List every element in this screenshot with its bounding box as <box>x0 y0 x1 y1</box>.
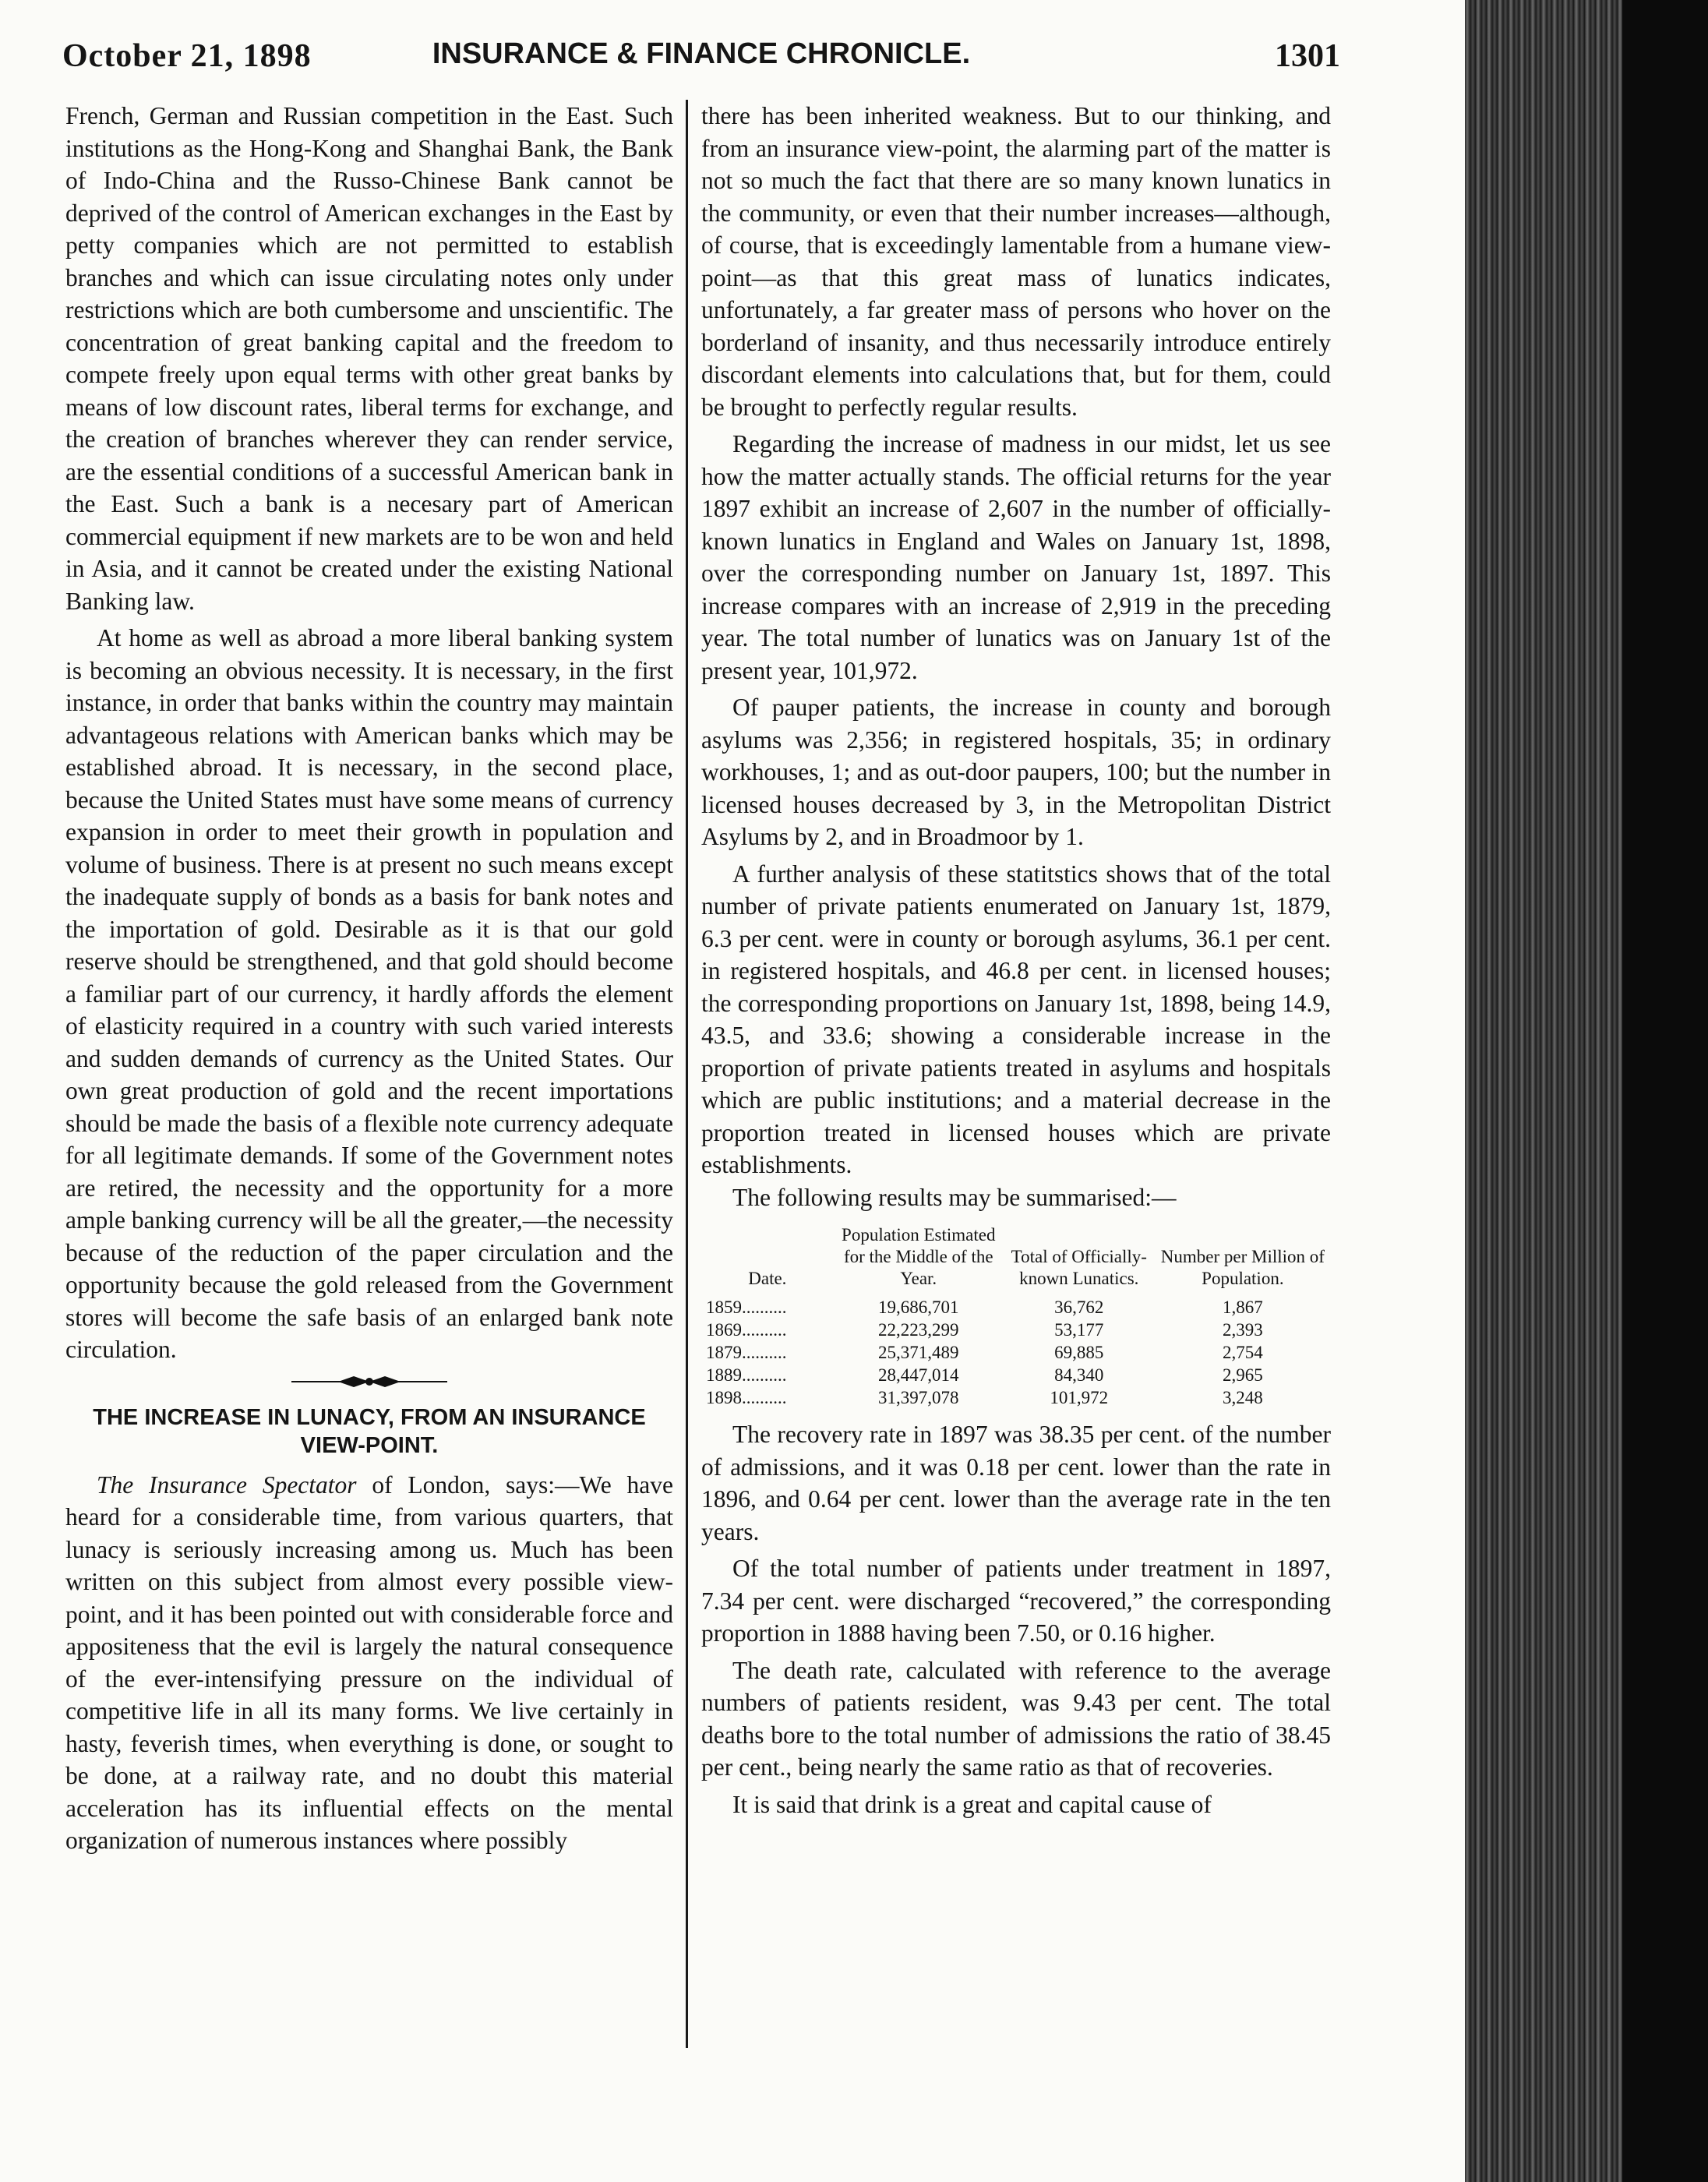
article-intro-text: of London, says:—We have heard for a considerable time, from various quarters, that lunacy is seriously increasing among us. Much has been written on this subject from almost every possible view-point, and it has been pointed out with considerable force and appositeness that the evil is largely the natural consequence of the ever-intensifying pressure on the individual of competitive life in all its many forms. We live certainly in hasty, feverish times, when everything is done, or sought to be done, at a railway rate, and no doubt this material acceleration has its influential effects on the mental organization of numerous instances where possibly <box>65 1471 673 1854</box>
cell-per-million: 2,965 <box>1222 1365 1263 1385</box>
cell-population: 22,223,299 <box>878 1320 959 1340</box>
publication-name: The Insurance Spectator <box>97 1471 357 1499</box>
lunacy-paragraph-9: It is said that drink is a great and capital cause of <box>732 1790 1212 1818</box>
cell-per-million: 2,393 <box>1222 1320 1263 1340</box>
cell-per-million: 3,248 <box>1222 1388 1263 1407</box>
table-row <box>701 1341 1331 1364</box>
table-row <box>701 1296 1331 1319</box>
cell-population: 28,447,014 <box>878 1365 959 1385</box>
lunacy-paragraph-6: The recovery rate in 1897 was 38.35 per cent. of the number of admissions, and it was 0.18 per cent. lower than the rate in 1896, and 0.64 per cent. lower than the average rate in the ten years. <box>701 1421 1331 1545</box>
page-header <box>62 37 1340 84</box>
lunacy-paragraph-2: Regarding the increase of madness in our midst, let us see how the matter actually stands. The official returns for the year 1897 exhibit an increase of 2,607 in the number of officially-known lunatics in England and Wales on January 1st, 1898, over the corresponding number on January 1st, 1897. This increase compares with an increase of 2,919 in the preceding year. The total number of lunatics was on January 1st of the present year, 101,972. <box>701 430 1331 684</box>
column-rule <box>686 100 688 2048</box>
table-header-row <box>701 1224 1331 1296</box>
cell-date: 1879.......... <box>706 1343 787 1362</box>
cell-population: 31,397,078 <box>878 1388 959 1407</box>
cell-per-million: 1,867 <box>1222 1298 1263 1317</box>
cell-lunatics: 101,972 <box>1050 1388 1109 1407</box>
table-row <box>701 1386 1331 1409</box>
cell-date: 1889.......... <box>706 1365 787 1385</box>
page-number: 1301 <box>1275 38 1340 74</box>
lunacy-paragraph-3: Of pauper patients, the increase in county and borough asylums was 2,356; in registered hospitals, 35; in ordinary workhouses, 1; and as out-door paupers, 100; but the number in licensed houses decreased by 3, in the Metropolitan District Asylums by 2, and in Broadmoor by 1. <box>701 694 1331 850</box>
cell-date: 1869.......... <box>706 1320 787 1340</box>
lunacy-paragraph-1: there has been inherited weakness. But to our thinking, and from an insurance view-point, the alarming part of the matter is not so much the fact that there are so many known lunatics in the community, or even that their number increases—although, of course, that is exceedingly lamentable from a humane view-point—as that this great mass of lunatics indicates, unfortunately, a far greater mass of persons who hover on the borderland of insanity, and thus necessarily introduce entirely discordant elements into calculations that, but for them, could be brought to perfectly regular results. <box>701 102 1331 421</box>
lunacy-paragraph-4: A further analysis of these statitstics shows that of the total number of private patients enumerated on January 1st, 1879, 6.3 per cent. were in county or borough asylums, 36.1 per cent. in registered hospitals, and 46.8 per cent. in licensed houses; the corresponding proportions on January 1st, 1898, being 14.9, 43.5, and 33.6; showing a considerable increase in the proportion of private patients treated in asylums and hospitals which are public institutions; and a material decrease in the proportion treated in licensed houses which are private establishments. <box>701 860 1331 1178</box>
lunacy-paragraph-7: Of the total number of patients under treatment in 1897, 7.34 per cent. were discharged “recovered,” the corresponding proportion in 1888 having been 7.50, or 0.16 higher. <box>701 1555 1331 1647</box>
cell-population: 19,686,701 <box>878 1298 959 1317</box>
section-divider <box>65 1374 673 1389</box>
cell-per-million: 2,754 <box>1222 1343 1263 1362</box>
summary-intro: The following results may be summarised:— <box>732 1183 1177 1211</box>
right-column <box>701 100 1331 1820</box>
banking-paragraph-1: French, German and Russian competition in the East. Such institutions as the Hong-Kong and Shanghai Bank, the Bank of Indo-China and the Russo-Chinese Bank cannot be deprived of the control of American exchanges in the East by petty companies which are not permitted to establish branches and which can issue circulating notes only under restrictions which are both cumbersome and unscientific. The concentration of great banking capital and the freedom to compete freely upon equal terms with other great banks by means of low discount rates, liberal terms for exchange, and the creation of branches wherever they can render service, are the essential conditions of a successful American bank in the East. Such a bank is a necesary part of American commercial equipment if new markets are to be won and held in Asia, and it cannot be created under the existing National Banking law. <box>65 102 673 615</box>
col-header-population: Population Estimated for the Middle of the Year. <box>842 1225 996 1288</box>
header-date: October 21, 1898 <box>62 38 312 74</box>
cell-population: 25,371,489 <box>878 1343 959 1362</box>
banking-paragraph-2: At home as well as abroad a more liberal banking system is becoming an obvious necessity. It is necessary, in the first instance, in order that banks within the country may maintain advantageous relations with American banks which may be established abroad. It is necessary, in the second place, because the United States must have some means of currency expansion in order to meet their growth in population and volume of business. There is at present no such means except the inadequate supply of bonds as a basis for bank notes and the importation of gold. Desirable as it is that our gold reserve should be strengthened, and that gold should become a familiar part of our currency, it hardly affords the element of elasticity required in a country with such varied interests and sudden demands of currency as the United States. Our own great production of gold and the recent importations should be made the basis of a flexible note currency adequate for all legitimate demands. If some of the Government notes are retired, the necessity and the opportunity for a more ample banking currency will be all the greater,—the necessity because of the reduction of the paper circulation and the opportunity because the gold released from the Government stores will become the safe basis of an enlarged bank note circulation. <box>65 624 673 1363</box>
cell-lunatics: 53,177 <box>1054 1320 1104 1340</box>
book-page-edges <box>1465 0 1708 2182</box>
col-header-lunatics: Total of Officially-known Lunatics. <box>1011 1247 1147 1288</box>
table-row <box>701 1319 1331 1341</box>
table-row <box>701 1364 1331 1386</box>
cell-lunatics: 36,762 <box>1054 1298 1104 1317</box>
col-header-per-million: Number per Million of Population. <box>1160 1247 1325 1288</box>
article-intro-paragraph <box>65 1469 673 1857</box>
cell-lunatics: 69,885 <box>1054 1343 1104 1362</box>
cell-date: 1859.......... <box>706 1298 787 1317</box>
publication-title: INSURANCE & FINANCE CHRONICLE. <box>432 37 971 70</box>
cell-lunatics: 84,340 <box>1054 1365 1104 1385</box>
lunacy-paragraph-8: The death rate, calculated with reference to the average numbers of patients resident, was 9.43 per cent. The total deaths bore to the total number of admissions the ratio of 38.45 per cent., being nearly the same ratio as that of recoveries. <box>701 1656 1331 1781</box>
cell-date: 1898.......... <box>706 1388 787 1407</box>
col-header-date: Date. <box>748 1269 787 1288</box>
article-headline: THE INCREASE IN LUNACY, FROM AN INSURANCE VIEW-POINT. <box>93 1404 646 1458</box>
left-column <box>65 100 673 1857</box>
lunacy-statistics-table <box>701 1224 1331 1409</box>
